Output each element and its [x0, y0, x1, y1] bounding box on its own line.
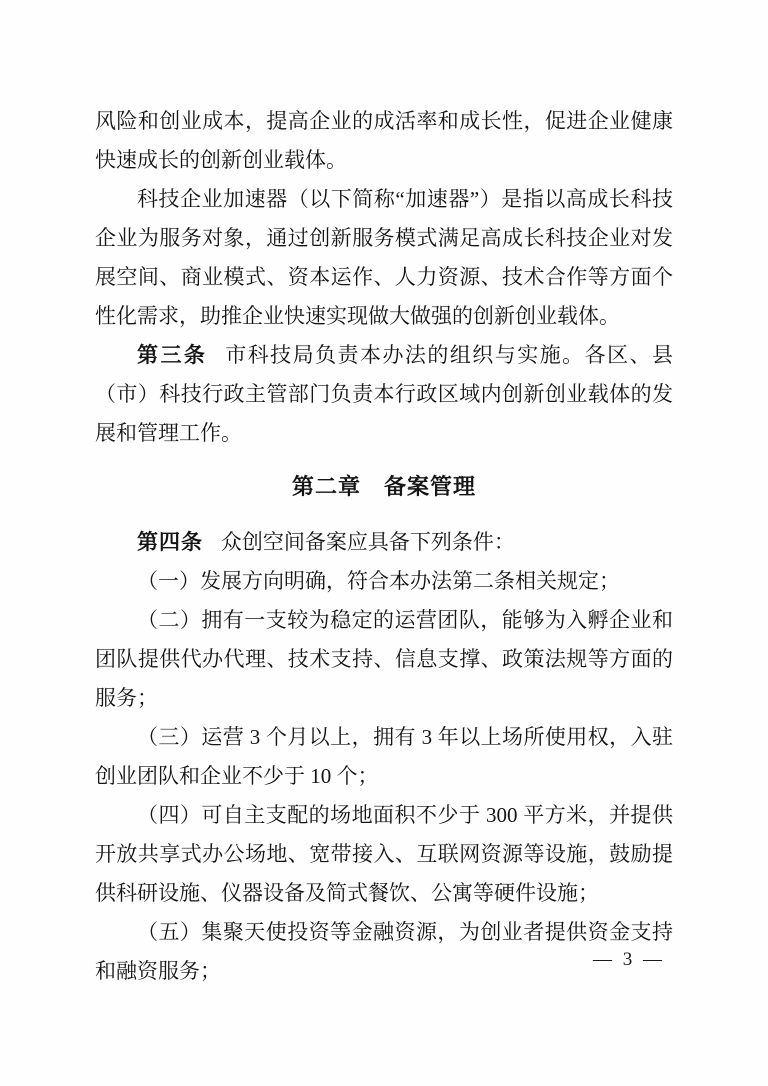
paragraph-article-3: [95, 336, 673, 453]
article-3-number: 第三条: [137, 344, 208, 367]
paragraph-text: 风险和创业成本，提高企业的成活率和成长性，促进企业健康快速成长的创新创业载体。: [95, 109, 673, 172]
paragraph-text: 众创空间备案应具备下列条件：: [220, 530, 515, 554]
list-item-5: [95, 913, 673, 991]
paragraph-carryover: [95, 102, 673, 180]
list-item-1: [95, 562, 673, 601]
list-item-4: [95, 796, 673, 913]
paragraph-text: 科技企业加速器（以下简称“加速器”）是指以高成长科技企业为服务对象，通过创新服务模式满足高成长科技企业对发展空间、商业模式、资本运作、人力资源、技术合作等方面个性化需求，助推企业快速实现做大做强的创新创业载体。: [95, 187, 673, 328]
paragraph-text: 市科技局负责本办法的组织与实施。各区、县（市）科技行政主管部门负责本行政区域内创新创业载体的发展和管理工作。: [95, 343, 674, 445]
list-item-2: [95, 601, 673, 718]
list-item-3: [95, 718, 673, 796]
paragraph-text: （三）运营 3 个月以上，拥有 3 年以上场所使用权，入驻创业团队和企业不少于 10 个；: [95, 725, 673, 788]
chapter-2-heading: 第二章 备案管理: [291, 474, 476, 499]
paragraph-article-4: [95, 523, 673, 562]
page-number: — 3 —: [593, 949, 665, 970]
document-body: [95, 102, 673, 991]
paragraph-text: （四）可自主支配的场地面积不少于 300 平方米，并提供开放共享式办公场地、宽带接入、互联网资源等设施，鼓励提供科研设施、仪器设备及简式餐饮、公寓等硬件设施；: [95, 803, 673, 905]
paragraph-text: （五）集聚天使投资等金融资源，为创业者提供资金支持和融资服务；: [95, 920, 673, 983]
paragraph-text: （二）拥有一支较为稳定的运营团队，能够为入孵企业和团队提供代办代理、技术支持、信息支撑、政策法规等方面的服务；: [95, 608, 673, 710]
paragraph-accelerator-definition: [95, 180, 673, 336]
article-4-number: 第四条: [137, 531, 203, 554]
paragraph-text: （一）发展方向明确，符合本办法第二条相关规定；: [137, 569, 620, 593]
